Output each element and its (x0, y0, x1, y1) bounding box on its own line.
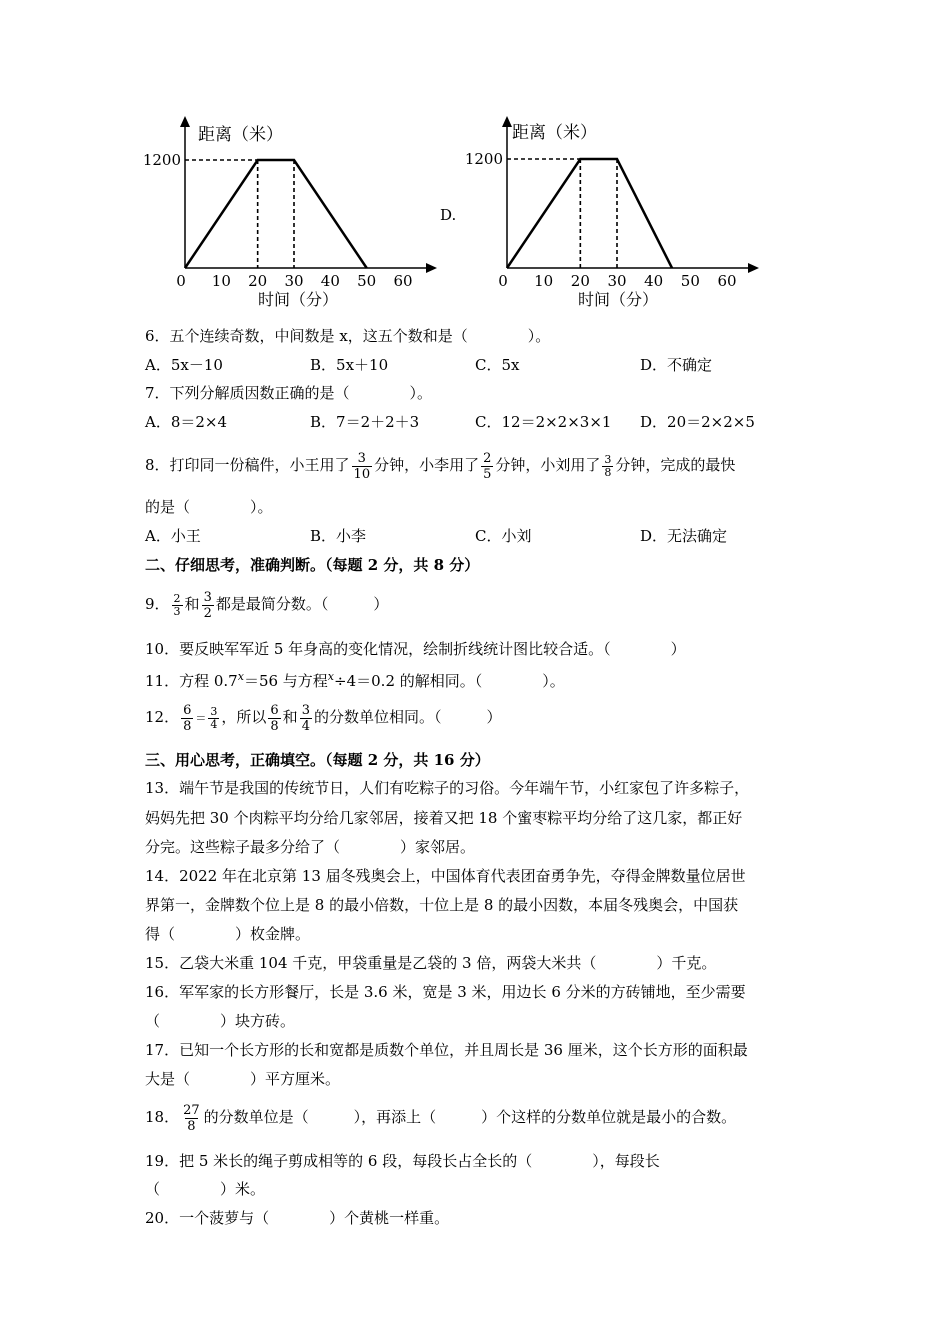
q8-fraction-2 (481, 451, 493, 482)
q11-text-3: ÷4＝0.2 的解相同。（ ）。 (334, 672, 565, 690)
q6-option-b: B．5x＋10 (310, 356, 389, 374)
q8-f1-den: 10 (353, 466, 371, 482)
q12-f3-num: 6 (270, 702, 279, 718)
question-8 (145, 447, 735, 483)
x-tick-60: 60 (717, 272, 737, 290)
q8-f2-num: 2 (483, 450, 492, 466)
q8-option-c: C．小刘 (475, 527, 532, 545)
y-axis-label: 距离（米） (512, 123, 597, 143)
question-16-line-2: （ ）块方砖。 (145, 1012, 296, 1030)
q12-f4-den: 4 (301, 718, 310, 734)
q12-text-4: 的分数单位相同。（ ） (313, 708, 502, 726)
q11-var-1: x (237, 670, 244, 683)
series-line (185, 160, 367, 268)
q12-text-1: 12． (145, 708, 180, 726)
y-axis-arrow (502, 116, 512, 127)
q18-fraction (181, 1103, 202, 1134)
q9-text-2: 和 (184, 595, 200, 613)
q11-text-1: 11．方程 0.7 (145, 672, 238, 690)
q12-f2-num: 3 (210, 704, 218, 718)
series-line (507, 159, 672, 268)
q12-f1-num: 6 (183, 702, 192, 718)
question-13-line-1: 13．端午节是我国的传统节日，人们有吃粽子的习俗。今年端午节，小红家包了许多粽子， (145, 779, 750, 797)
q11-var-2: x (327, 670, 335, 683)
q12-text-3: 和 (282, 708, 298, 726)
q9-text-3: 都是最简分数。（ ） (215, 595, 389, 613)
section-3-heading: 三、用心思考，正确填空。（每题 2 分，共 16 分） (145, 751, 490, 769)
x-tick-10: 10 (211, 272, 231, 290)
q7-option-c: C．12＝2×2×3×1 (475, 413, 612, 431)
q12-f2-den: 4 (210, 717, 218, 731)
q8-f2-den: 5 (483, 466, 492, 482)
chart-right-svg (464, 110, 770, 310)
q8-option-a: A．小王 (145, 527, 201, 545)
q12-fraction-2 (208, 706, 219, 731)
q12-fraction-1 (181, 703, 193, 734)
q8-option-d: D．无法确定 (640, 527, 728, 545)
q8-text-2: 分钟，小李用了 (374, 456, 480, 474)
q18-f-den: 8 (187, 1118, 196, 1134)
x-tick-0: 0 (176, 272, 186, 290)
q18-f-num: 27 (183, 1102, 200, 1118)
q6-option-d: D．不确定 (640, 356, 713, 374)
q12-equals: ＝ (195, 712, 207, 725)
x-tick-30: 30 (284, 272, 304, 290)
q9-f1-den: 3 (173, 604, 181, 618)
q6-option-c: C．5x (475, 356, 520, 374)
q12-fraction-3 (268, 703, 280, 734)
x-tick-50: 50 (680, 272, 700, 290)
chart-right (464, 110, 770, 310)
question-14-line-2: 界第一，金牌数个位上是 8 的最小倍数，十位上是 8 的最小因数，本届冬残奥会，中国获 (145, 896, 739, 914)
q12-text-2: ，所以 (221, 708, 267, 726)
q12-fraction-4 (300, 703, 312, 734)
x-tick-30: 30 (607, 272, 627, 290)
q8-text-3: 分钟，小刘用了 (495, 456, 601, 474)
q8-text-4: 分钟，完成的最快 (615, 456, 736, 474)
q9-f2-num: 3 (203, 589, 212, 605)
q8-f3-den: 8 (604, 465, 612, 479)
x-axis-arrow (748, 263, 759, 273)
x-tick-0: 0 (498, 272, 508, 290)
x-tick-60: 60 (393, 272, 413, 290)
question-15: 15．乙袋大米重 104 千克，甲袋重量是乙袋的 3 倍，两袋大米共（ ）千克。 (145, 954, 717, 972)
q12-f1-den: 8 (183, 718, 192, 734)
chart-left (142, 112, 450, 312)
q7-option-b: B．7＝2＋2＋3 (310, 413, 420, 431)
question-20: 20．一个菠萝与（ ）个黄桃一样重。 (145, 1209, 450, 1227)
q12-f3-den: 8 (270, 718, 279, 734)
y-axis-arrow (180, 116, 190, 127)
section-2-heading: 二、仔细思考，准确判断。（每题 2 分，共 8 分） (145, 556, 480, 574)
q7-option-d: D．20＝2×2×5 (640, 413, 755, 431)
question-9 (145, 586, 388, 622)
q9-text-1: 9． (145, 595, 170, 613)
question-8-line-2: 的是（ ）。 (145, 498, 273, 516)
q8-option-b: B．小李 (310, 527, 367, 545)
q8-text-1: 8．打印同一份稿件，小王用了 (145, 456, 350, 474)
x-axis-label: 时间（分） (578, 290, 659, 309)
q9-f2-den: 2 (203, 605, 212, 621)
x-axis-label: 时间（分） (258, 290, 339, 309)
option-d-label: D. (440, 206, 457, 224)
q18-text-2: 的分数单位是（ ），再添上（ ）个这样的分数单位就是最小的合数。 (203, 1108, 737, 1126)
x-tick-10: 10 (534, 272, 554, 290)
question-14-line-3: 得（ ）枚金牌。 (145, 925, 311, 943)
q18-text-1: 18． (145, 1108, 180, 1126)
question-11 (145, 667, 565, 691)
q9-f1-num: 2 (173, 591, 181, 605)
question-10: 10．要反映军军近 5 年身高的变化情况，绘制折线统计图比较合适。（ ） (145, 640, 686, 658)
q6-option-a: A．5x－10 (145, 356, 223, 374)
q9-fraction-2 (202, 590, 214, 621)
x-tick-20: 20 (570, 272, 590, 290)
question-17-line-2: 大是（ ）平方厘米。 (145, 1070, 341, 1088)
q8-fraction-3 (602, 454, 613, 479)
question-17-line-1: 17．已知一个长方形的长和宽都是质数个单位，并且周长是 36 厘米，这个长方形的面积最 (145, 1041, 748, 1059)
y-axis-label: 距离（米） (198, 125, 283, 145)
x-tick-50: 50 (357, 272, 377, 290)
x-tick-20: 20 (248, 272, 268, 290)
y-tick-1200: 1200 (142, 151, 181, 169)
question-19-line-1: 19．把 5 米长的绳子剪成相等的 6 段，每段长占全长的（ ），每段长 (145, 1152, 660, 1170)
question-16-line-1: 16．军军家的长方形餐厅，长是 3.6 米，宽是 3 米，用边长 6 分米的方砖铺地，至少需要 (145, 983, 746, 1001)
q8-f3-num: 3 (604, 452, 612, 466)
q12-f4-num: 3 (301, 702, 310, 718)
question-19-line-2: （ ）米。 (145, 1180, 266, 1198)
q11-text-2: ＝56 与方程 (243, 672, 328, 690)
q9-fraction-1 (172, 593, 183, 618)
q8-fraction-1 (352, 451, 373, 482)
question-18 (145, 1097, 736, 1137)
question-13-line-3: 分完。这些粽子最多分给了（ ）家邻居。 (145, 838, 476, 856)
q7-option-a: A．8＝2×4 (145, 413, 228, 431)
chart-left-svg (142, 112, 450, 312)
x-tick-40: 40 (644, 272, 664, 290)
question-12 (145, 697, 501, 739)
y-tick-1200: 1200 (464, 150, 503, 168)
x-axis-arrow (426, 263, 437, 273)
question-14-line-1: 14．2022 年在北京第 13 届冬残奥会上，中国体育代表团奋勇争先，夺得金牌数量位居世 (145, 867, 746, 885)
question-6: 6．五个连续奇数，中间数是 x，这五个数和是（ ）。 (145, 327, 551, 345)
question-13-line-2: 妈妈先把 30 个肉粽平均分给几家邻居，接着又把 18 个蜜枣粽平均分给了这几家，都正好 (145, 809, 743, 827)
x-tick-40: 40 (320, 272, 340, 290)
question-7: 7．下列分解质因数正确的是（ ）。 (145, 384, 433, 402)
q8-f1-num: 3 (357, 450, 366, 466)
